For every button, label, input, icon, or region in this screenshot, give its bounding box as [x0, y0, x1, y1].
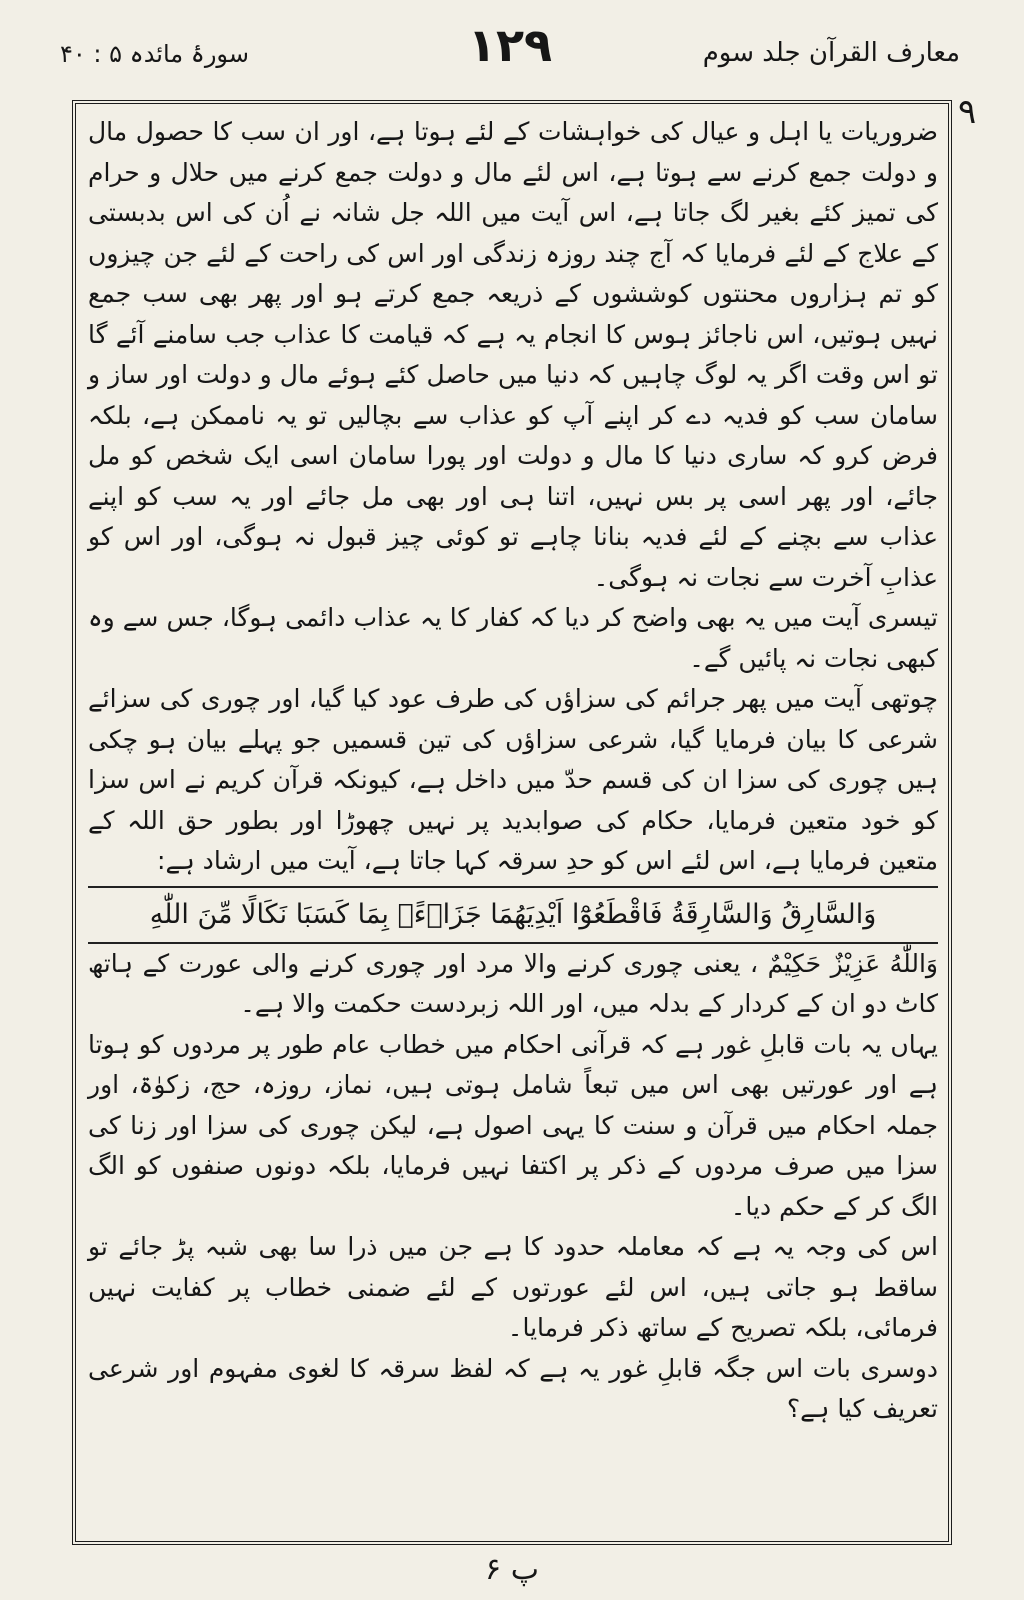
- quran-verse: وَالسَّارِقُ وَالسَّارِقَةُ فَاقْطَعُوْٓا اَيْدِيَهُمَا جَزَاۗءًۢ بِمَا كَسَبَا نَكَالًا مِّنَ اللّٰهِ: [88, 886, 938, 944]
- page-number: ۱۲۹: [467, 18, 553, 72]
- paragraph: یہاں یہ بات قابلِ غور ہے کہ قرآنی احکام میں خطاب عام طور پر مردوں کو ہوتا ہے اور عورتیں بھی اس میں تبعاً شامل ہوتی ہیں، نماز، روزہ، حج، زکوٰۃ، اور جملہ احکام میں قرآن و سنت کا یہی اصول ہے، لیکن چوری کی سزا اور زنا کی سزا میں صرف مردوں کے ذکر پر اکتفا نہیں فرمایا، بلکہ دونوں صنفوں کو الگ الگ کر کے حکم دیا۔: [88, 1029, 938, 1221]
- paragraph: تیسری آیت میں یہ بھی واضح کر دیا کہ کفار کا یہ عذاب دائمی ہوگا، جس سے وہ کبھی نجات نہ پائیں گے۔: [88, 603, 938, 673]
- surah-reference: سورۂ مائدہ ۵ : ۴۰: [60, 40, 249, 68]
- verse-translation: وَاللّٰهُ عَزِيْزٌ حَكِيْمٌ ، یعنی چوری کرنے والا مرد اور چوری کرنے والی عورت کے ہاتھ کاٹ دو ان کے کردار کے بدلہ میں، اور اللہ زبردست حکمت والا ہے۔: [88, 948, 938, 1018]
- body-text: [88, 112, 938, 1430]
- page-header: [60, 18, 960, 88]
- footer-mark: پ ۶: [485, 1552, 539, 1587]
- paragraph: دوسری بات اس جگہ قابلِ غور یہ ہے کہ لفظ سرقہ کا لغوی مفہوم اور شرعی تعریف کیا ہے؟: [88, 1353, 938, 1423]
- paragraph: چوتھی آیت میں پھر جرائم کی سزاؤں کی طرف عود کیا گیا، اور چوری کی سزائے شرعی کا بیان فرمایا گیا، شرعی سزاؤں کی تین قسمیں جو پہلے بیان ہو چکی ہیں چوری کی سزا ان کی قسم حدّ میں داخل ہے، کیونکہ قرآن کریم نے اس سزا کو خود متعین فرمایا، حکام کی صوابدید پر نہیں چھوڑا اور بطور حق اللہ کے متعین فرمایا ہے، اس لئے اس کو حدِ سرقہ کہا جاتا ہے، آیت میں ارشاد ہے:: [88, 684, 938, 875]
- paragraph: ضروریات یا اہل و عیال کی خواہشات کے لئے ہوتا ہے، اور ان سب کا حصول مال و دولت جمع کرنے سے ہوتا ہے، اس لئے مال و دولت جمع کرنے میں حلال و حرام کی تمیز کئے بغیر لگ جاتا ہے، اس آیت میں اللہ جل شانہ نے اُن کی اس بدبستی کے علاج کے لئے فرمایا کہ آج چند روزہ زندگی اور اس کی راحت کے لئے جن چیزوں کو تم ہزاروں محنتوں کوششوں کے ذریعہ جمع کرتے ہو اور پھر بھی سب جمع نہیں ہوتیں، اس ناجائز ہوس کا انجام یہ ہے کہ قیامت کا عذاب جب سامنے آئے گا تو اس وقت اگر یہ لوگ چاہیں کہ دنیا میں حاصل کئے ہوئے مال و دولت اور ساز و سامان سب کو فدیہ دے کر اپنے آپ کو عذاب سے بچالیں تو یہ ناممکن ہے، بلکہ فرض کرو کہ ساری دنیا کا مال و دولت اور پورا سامان اسی ایک شخص کو مل جائے، اور پھر اسی پر بس نہیں، اتنا ہی اور بھی مل جائے اور یہ سب کو اپنے عذاب سے بچنے کے لئے فدیہ بنانا چاہے تو کوئی چیز قبول نہ ہوگی، اور اس کو عذابِ آخرت سے نجات نہ ہوگی۔: [88, 117, 938, 592]
- book-title: معارف القرآن جلد سوم: [702, 38, 960, 68]
- paragraph: اس کی وجہ یہ ہے کہ معاملہ حدود کا ہے جن میں ذرا سا بھی شبہ پڑ جائے تو ساقط ہو جاتی ہیں، اس لئے عورتوں کے لئے ضمنی خطاب پر کفایت نہیں فرمائی، بلکہ تصریح کے ساتھ ذکر فرمایا۔: [88, 1232, 938, 1342]
- margin-number: ۹: [958, 92, 977, 132]
